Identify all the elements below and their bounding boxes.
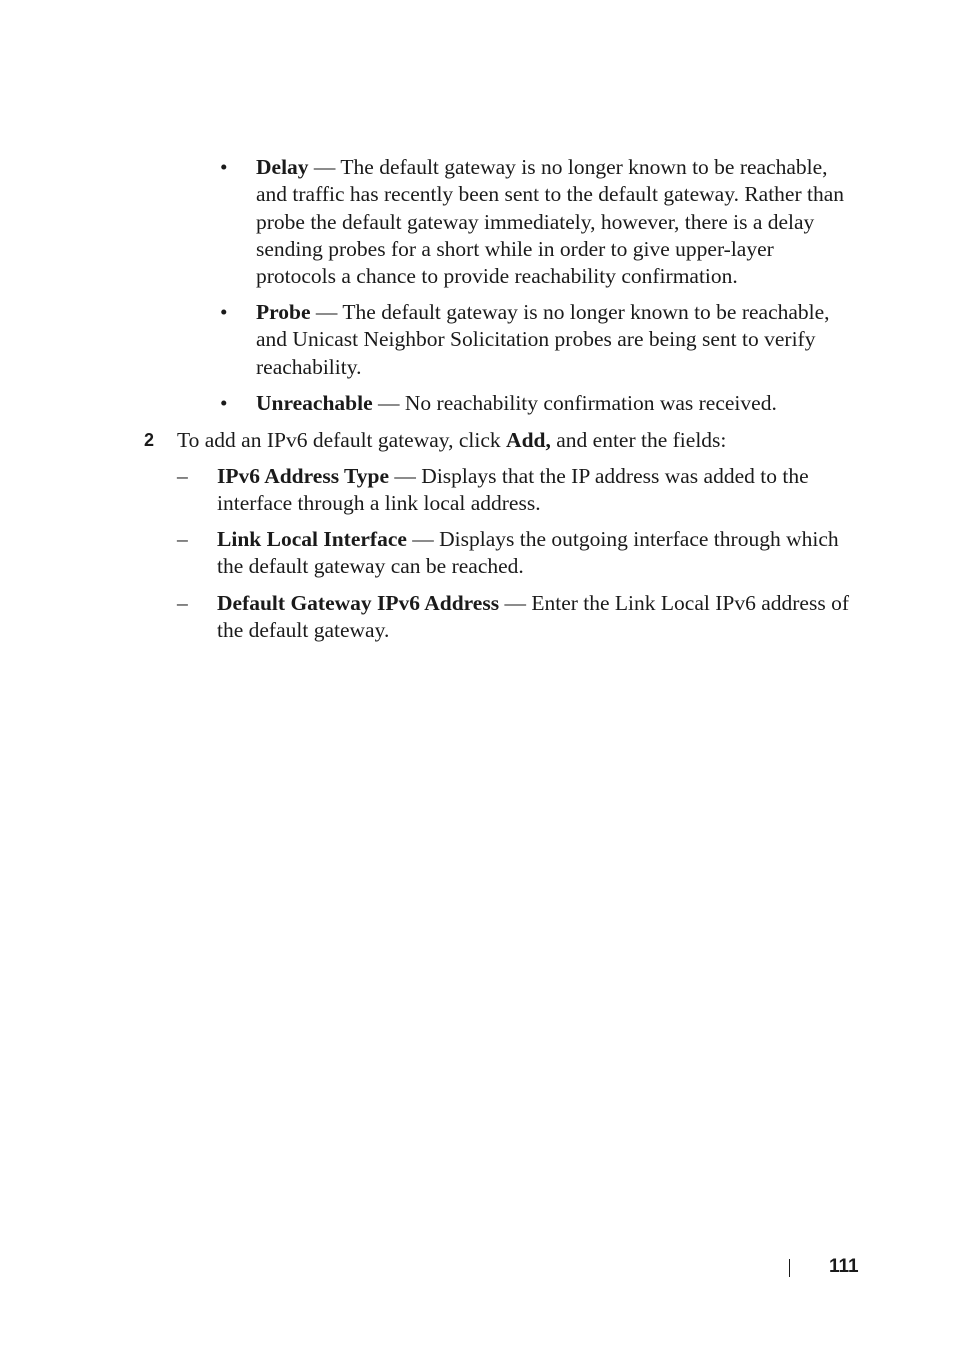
dash-mark: – xyxy=(177,464,188,488)
dash-mark: – xyxy=(177,527,188,551)
term-delay: Delay xyxy=(256,155,309,179)
description-delay: — The default gateway is no longer known to be reachable, and traffic has recently been sent to the default gateway. Rather than probe the default gateway immediately, however, there is a delay sending probes for a short while in order to give upper-layer protocols a chance to provide reachability confirmation. xyxy=(256,155,845,289)
description-unreachable: — No reachability confirmation was received. xyxy=(372,391,777,415)
page-number: 111 xyxy=(829,1256,859,1277)
step-add-label: Add, xyxy=(506,428,551,452)
footer-divider xyxy=(789,1259,790,1277)
bullet-mark: • xyxy=(220,391,228,415)
bullet-item-unreachable xyxy=(220,390,856,417)
field-item-link-local-interface xyxy=(177,526,857,581)
step-text-before: To add an IPv6 default gateway, click xyxy=(177,428,507,452)
description-ipv6-address-type: — Displays that the IP address was added to the interface through a link local address. xyxy=(217,464,809,516)
description-link-local-interface: — Displays the outgoing interface through which the default gateway can be reached. xyxy=(217,527,839,579)
term-link-local-interface: Link Local Interface xyxy=(217,527,407,551)
term-probe: Probe xyxy=(256,300,311,324)
dash-mark: – xyxy=(177,591,188,615)
description-probe: — The default gateway is no longer known to be reachable, and Unicast Neighbor Solicitation probes are being sent to verify reachability. xyxy=(256,300,830,379)
field-item-default-gateway-ipv6-address xyxy=(177,590,857,645)
description-default-gateway-ipv6-address: — Enter the Link Local IPv6 address of the default gateway. xyxy=(217,591,849,643)
bullet-mark: • xyxy=(220,300,228,324)
step-2 xyxy=(144,427,857,454)
bullet-item-probe xyxy=(220,299,856,381)
step-text-after: and enter the fields: xyxy=(550,428,727,452)
bullet-mark: • xyxy=(220,155,228,179)
term-default-gateway-ipv6-address: Default Gateway IPv6 Address xyxy=(217,591,500,615)
step-number: 2 xyxy=(144,430,155,450)
field-item-ipv6-address-type xyxy=(177,463,857,518)
bullet-item-delay xyxy=(220,154,856,290)
term-ipv6-address-type: IPv6 Address Type xyxy=(217,464,390,488)
term-unreachable: Unreachable xyxy=(256,391,373,415)
